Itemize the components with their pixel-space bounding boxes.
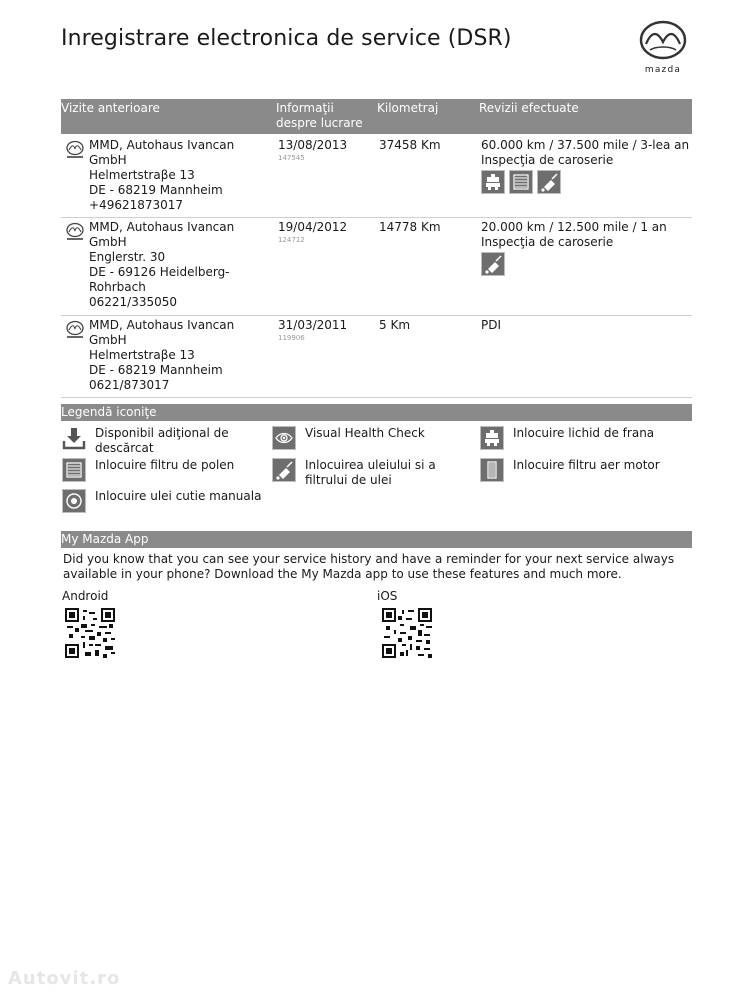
oil-can-icon	[272, 458, 296, 482]
legend-title-bar	[61, 404, 692, 421]
revision-icons	[481, 252, 509, 276]
gearbox-oil-icon	[62, 489, 86, 513]
service-date: 19/04/2012	[278, 220, 348, 234]
app-title-bar	[61, 531, 692, 548]
download-icon	[62, 426, 86, 450]
revision-text: 20.000 km / 12.500 mile / 1 an Inspecţia de caroserie	[481, 220, 667, 249]
table-row	[61, 138, 692, 214]
ios-label: iOS	[377, 589, 398, 603]
table-row	[61, 220, 692, 312]
pollen-filter-icon	[62, 458, 86, 482]
pollen-filter-icon	[509, 170, 533, 194]
service-date: 31/03/2011	[278, 318, 348, 332]
revision-icons	[481, 170, 565, 194]
row-divider	[61, 217, 692, 218]
air-filter-icon	[480, 458, 504, 482]
col-header-work-info: Informaţii despre lucrare	[276, 101, 363, 130]
eye-icon	[272, 426, 296, 450]
oil-can-icon	[537, 170, 561, 194]
mileage: 37458 Km	[379, 138, 441, 152]
revision-text: 60.000 km / 37.500 mile / 3-lea an Inspecţia de caroserie	[481, 138, 690, 167]
row-divider	[61, 315, 692, 316]
col-header-revisions: Revizii efectuate	[479, 101, 579, 115]
work-order-code: 124712	[278, 236, 305, 244]
dealer-mazda-icon	[64, 140, 86, 162]
dealer-address: MMD, Autohaus Ivancan GmbH Helmertstraβe 13 DE - 68219 Mannheim +49621873017	[89, 138, 235, 212]
android-label: Android	[62, 589, 109, 603]
dealer-mazda-icon	[64, 222, 86, 244]
oil-can-icon	[481, 252, 505, 276]
legend-title: Legendă iconiţe	[61, 405, 157, 419]
work-order-code: 119906	[278, 334, 305, 342]
android-qr-code[interactable]	[65, 608, 115, 658]
page-title: Inregistrare electronica de service (DSR)	[61, 26, 512, 51]
mazda-logo	[632, 20, 694, 78]
app-description: Did you know that you can see your service history and have a reminder for your next service always available in your phone? Download the My Mazda app to use these features and much more.	[63, 552, 675, 581]
brake-fluid-icon	[481, 170, 505, 194]
revision-text: PDI	[481, 318, 502, 332]
mileage: 14778 Km	[379, 220, 441, 234]
table-row	[61, 318, 692, 394]
brake-fluid-icon	[480, 426, 504, 450]
app-title: My Mazda App	[61, 532, 149, 546]
dealer-address: MMD, Autohaus Ivancan GmbH Helmertstraβe 13 DE - 68219 Mannheim 0621/873017	[89, 318, 235, 392]
mazda-wordmark: mazda	[644, 65, 682, 75]
dealer-mazda-icon	[64, 320, 86, 342]
service-date: 13/08/2013	[278, 138, 348, 152]
mileage: 5 Km	[379, 318, 411, 332]
col-header-visits: Vizite anterioare	[61, 101, 160, 115]
ios-qr-code[interactable]	[382, 608, 432, 658]
row-divider	[61, 397, 692, 398]
table-header	[61, 99, 692, 134]
col-header-mileage: Kilometraj	[377, 101, 439, 115]
work-order-code: 147545	[278, 154, 305, 162]
watermark: Autovit.ro	[8, 968, 121, 989]
dealer-address: MMD, Autohaus Ivancan GmbH Englerstr. 30 DE - 69126 Heidelberg- Rohrbach 06221/335050	[89, 220, 235, 309]
